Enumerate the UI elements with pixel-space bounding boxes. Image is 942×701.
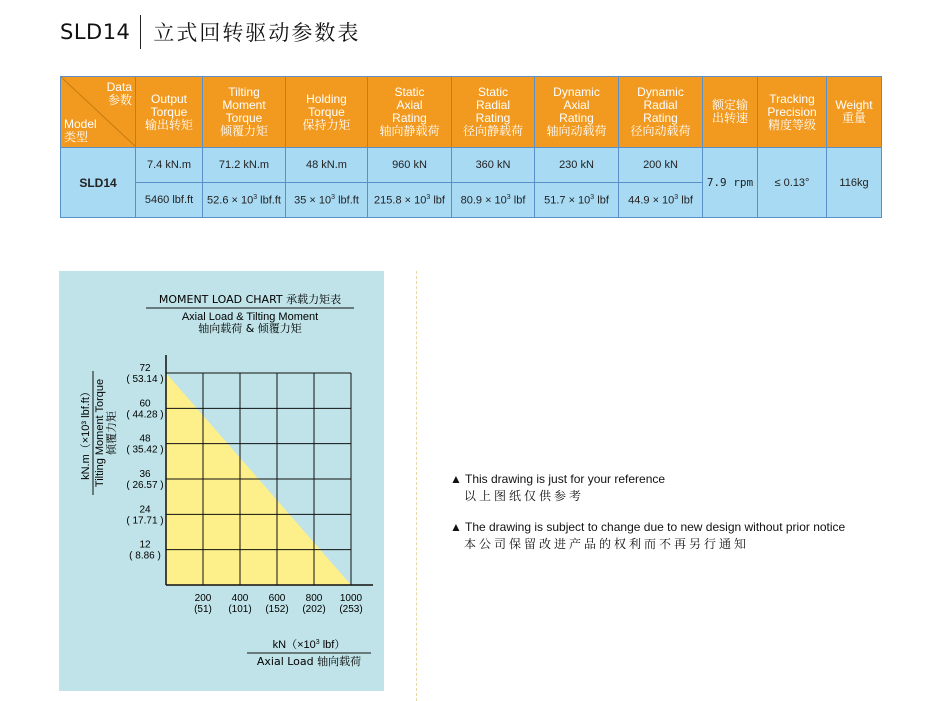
note-zh: 本公司保留改进产品的权利而不再另行通知 bbox=[464, 537, 750, 551]
weight-cell: 116kg bbox=[827, 148, 882, 218]
y-tick-label-alt: ( 8.86 ) bbox=[129, 550, 161, 562]
x-tick-label: 600 bbox=[268, 593, 286, 604]
col-header-en: Rating bbox=[475, 111, 511, 125]
notes bbox=[450, 471, 845, 567]
corner-model-zh: 类型 bbox=[64, 130, 89, 144]
y-tick-label: 36 bbox=[139, 469, 151, 480]
col-header-en: Dynamic bbox=[553, 85, 600, 99]
y-tick-label: 24 bbox=[139, 504, 151, 516]
x-tick-label: 200 bbox=[194, 593, 212, 604]
page-title: 立式回转驱动参数表 bbox=[153, 21, 361, 45]
col-header-en: Tracking bbox=[769, 91, 815, 106]
col-header-zh: 精度等级 bbox=[767, 117, 816, 132]
chart-subtitle-en: Axial Load & Tilting Moment bbox=[181, 311, 319, 323]
title-divider bbox=[140, 15, 141, 49]
col-header-en: Rating bbox=[392, 111, 427, 125]
y-tick-label-alt: ( 26.57 ) bbox=[126, 480, 164, 491]
col-header-zh: 保持力矩 bbox=[302, 117, 351, 132]
x-tick-label-alt: (101) bbox=[228, 604, 252, 615]
note-item bbox=[450, 519, 845, 553]
y-tick-label: 60 bbox=[139, 398, 151, 410]
col-header-en: Dynamic bbox=[637, 85, 684, 99]
chart-title: MOMENT LOAD CHART 承载力矩表 bbox=[158, 293, 342, 306]
col-header-en: Torque bbox=[225, 111, 263, 125]
exponent: 3 bbox=[331, 193, 336, 201]
moment-load-chart-panel bbox=[59, 271, 384, 691]
col-header-output-torque bbox=[136, 77, 203, 148]
exponent: 3 bbox=[426, 193, 431, 201]
x-tick-label-alt: (152) bbox=[265, 604, 289, 615]
col-header-en: Precision bbox=[767, 104, 817, 119]
metric-cell: 48 kN.m bbox=[286, 148, 368, 183]
precision-cell: ≤ 0.13° bbox=[758, 148, 827, 218]
y-tick-label-alt: ( 44.28 ) bbox=[126, 409, 164, 421]
col-header-static-radial bbox=[452, 77, 535, 148]
note-en: ▲ This drawing is just for your reference bbox=[450, 472, 666, 486]
spec-table bbox=[60, 76, 882, 218]
col-header-en: Output bbox=[150, 91, 188, 106]
corner-model-label bbox=[64, 118, 97, 144]
col-header-rated-speed bbox=[703, 77, 758, 148]
table-header-row bbox=[61, 77, 882, 148]
x-axis-label: Axial Load 轴向载荷 bbox=[256, 655, 362, 668]
col-header-en: Axial bbox=[396, 98, 423, 112]
col-header-zh: 径向静载荷 bbox=[462, 124, 523, 138]
note-zh: 以上图纸仅供参考 bbox=[464, 489, 585, 503]
col-header-en: Weight bbox=[835, 98, 873, 112]
col-header-en: Tilting bbox=[228, 85, 260, 99]
metric-cell: 360 kN bbox=[452, 148, 535, 183]
metric-cell: 71.2 kN.m bbox=[203, 148, 286, 183]
speed-cell: 7.9 rpm bbox=[703, 148, 758, 218]
col-header-en: Static bbox=[477, 85, 508, 99]
imperial-cell: $35 \times 10^3$ lbf.ft bbox=[286, 183, 368, 218]
col-header-en: Radial bbox=[643, 98, 678, 112]
x-tick-label-alt: (51) bbox=[194, 604, 212, 615]
corner-data-en: Data bbox=[106, 80, 132, 94]
y-tick-label: 12 bbox=[139, 539, 151, 551]
model-title: SLD14 bbox=[60, 20, 131, 44]
metric-cell: 960 kN bbox=[368, 148, 452, 183]
col-header-zh: 额定输 出转速 bbox=[711, 98, 748, 125]
metric-cell: 7.4 kN.m bbox=[136, 148, 203, 183]
y-axis-label-zh: 倾覆力矩 bbox=[105, 411, 118, 455]
exponent: 3 bbox=[590, 193, 595, 201]
y-axis-label-group bbox=[79, 371, 118, 495]
exponent: 3 bbox=[506, 193, 511, 201]
col-header-zh: 重量 bbox=[841, 111, 866, 125]
note-en: ▲ The drawing is subject to change due to new design without prior notice bbox=[450, 520, 846, 534]
x-tick-label-alt: (253) bbox=[339, 604, 363, 615]
table-row bbox=[61, 148, 882, 183]
model-cell: SLD14 bbox=[61, 148, 136, 218]
col-header-dynamic-radial bbox=[619, 77, 703, 148]
section-divider bbox=[416, 271, 417, 701]
y-axis-unit: kN.m（×10³ lbf.ft） bbox=[80, 386, 92, 480]
col-header-zh: 径向动载荷 bbox=[630, 124, 691, 138]
imperial-cell: $52.6 \times 10^3$ lbf.ft bbox=[203, 183, 286, 218]
corner-header-cell bbox=[61, 77, 136, 148]
metric-cell: 230 kN bbox=[535, 148, 619, 183]
col-header-zh: 输出转矩 bbox=[144, 117, 193, 132]
imperial-cell: $215.8 \times 10^3$ lbf bbox=[368, 183, 452, 218]
corner-model-en: Model bbox=[64, 117, 97, 131]
x-tick-label-alt: (202) bbox=[302, 604, 326, 615]
x-tick-label: 400 bbox=[231, 593, 249, 604]
col-header-en: Static bbox=[394, 85, 425, 99]
col-header-en: Rating bbox=[643, 111, 678, 125]
page-header bbox=[60, 12, 360, 52]
corner-data-label bbox=[107, 81, 132, 107]
y-tick-label-alt: ( 53.14 ) bbox=[126, 374, 164, 385]
imperial-cell: 5460 lbf.ft bbox=[136, 183, 203, 218]
col-header-zh: 倾覆力矩 bbox=[219, 124, 268, 138]
col-header-en: Torque bbox=[150, 104, 188, 119]
col-header-en: Moment bbox=[222, 98, 266, 112]
col-header-en: Radial bbox=[475, 98, 511, 112]
y-axis-label-en: Tilting Moment Torque bbox=[94, 378, 106, 488]
corner-data-zh: 参数 bbox=[107, 93, 132, 107]
moment-load-chart bbox=[59, 271, 384, 691]
y-tick-label-alt: ( 35.42 ) bbox=[126, 444, 164, 456]
note-item bbox=[450, 471, 845, 505]
x-axis-unit: $kN(\times 10^3$ lbf） bbox=[272, 639, 346, 651]
col-header-en: Axial bbox=[563, 98, 590, 112]
col-header-en: Holding bbox=[306, 91, 347, 106]
col-header-weight bbox=[827, 77, 882, 148]
y-tick-label-alt: ( 17.71 ) bbox=[126, 515, 164, 527]
x-tick-label: 1000 bbox=[339, 593, 363, 604]
col-header-dynamic-axial bbox=[535, 77, 619, 148]
col-header-en: Torque bbox=[308, 104, 345, 119]
col-header-tracking-precision bbox=[758, 77, 827, 148]
col-header-zh: 轴向动载荷 bbox=[546, 124, 607, 138]
y-tick-label: 72 bbox=[139, 363, 151, 374]
imperial-cell: $80.9 \times 10^3$ lbf bbox=[452, 183, 535, 218]
chart-subtitle-zh: 轴向载荷 & 倾覆力矩 bbox=[198, 322, 302, 335]
col-header-holding-torque bbox=[286, 77, 368, 148]
exponent: 3 bbox=[253, 193, 258, 201]
imperial-cell: $51.7 \times 10^3$ lbf bbox=[535, 183, 619, 218]
col-header-en: Rating bbox=[559, 111, 594, 125]
col-header-zh: 轴向静载荷 bbox=[379, 124, 440, 138]
x-tick-label: 800 bbox=[305, 593, 323, 604]
col-header-static-axial bbox=[368, 77, 452, 148]
y-tick-label: 48 bbox=[139, 433, 151, 445]
imperial-cell: $44.9 \times 10^3$ lbf bbox=[619, 183, 703, 218]
exponent: 3 bbox=[674, 193, 679, 201]
metric-cell: 200 kN bbox=[619, 148, 703, 183]
col-header-tilting-moment bbox=[203, 77, 286, 148]
